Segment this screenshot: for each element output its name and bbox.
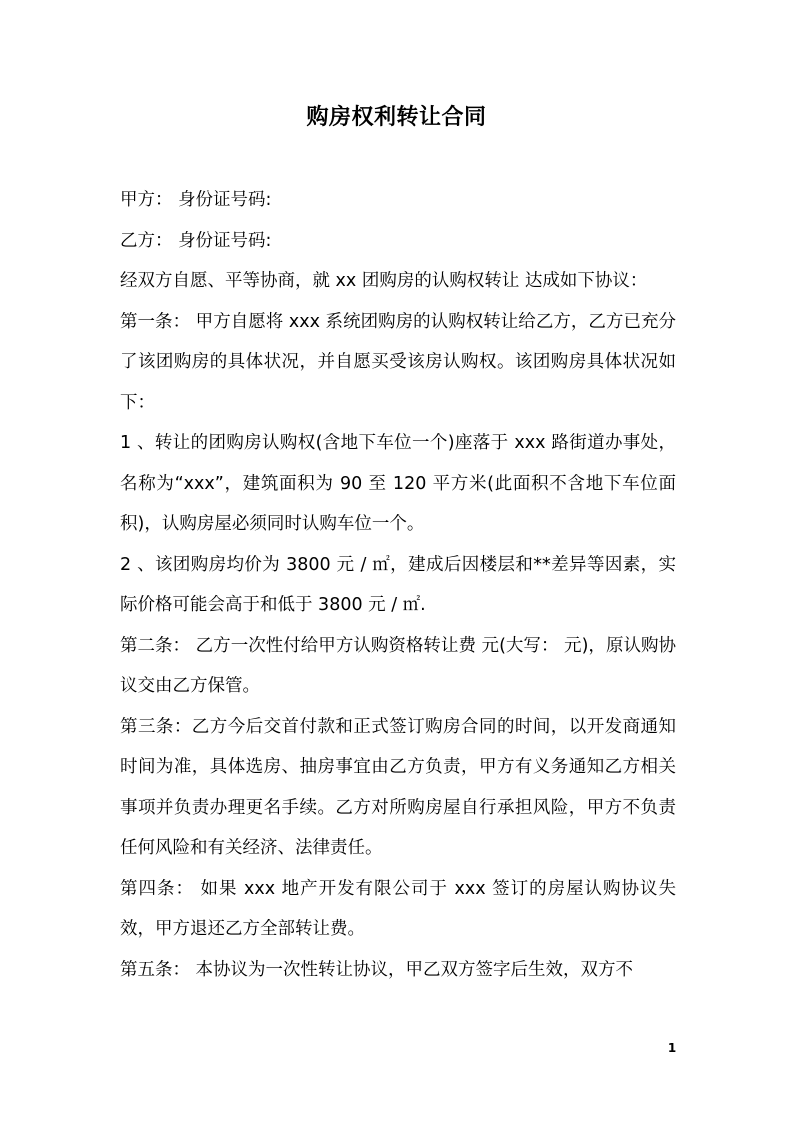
- article-3-paragraph: 第三条：乙方今后交首付款和正式签订购房合同的时间，以开发商通知时间为准，具体选房、抽房事宜由乙方负责，甲方有义务通知乙方相关事项并负责办理更名手续。乙方对所购房屋自行承担风险，甲方不负责任何风险和有关经济、法律责任。: [120, 716, 676, 858]
- article-1-item-1: 1 、转让的团购房认购权(含地下车位一个)座落于 xxx 路街道办事处，名称为“xxx”，建筑面积为 90 至 120 平方米(此面积不含地下车位面积)，认购房屋必须同时认购车位一个。: [120, 433, 676, 534]
- article-5-paragraph: 第五条： 本协议为一次性转让协议，甲乙双方签字后生效，双方不: [120, 959, 634, 980]
- page-title: 购房权利转让合同: [306, 105, 487, 130]
- page-number: 1: [667, 1041, 677, 1055]
- party-b-line: 乙方： 身份证号码:: [120, 230, 272, 251]
- article-1-item-2: 2 、该团购房均价为 3800 元 / ㎡，建成后因楼层和**差异等因素，实际价格可能会高于和低于 3800 元 / ㎡.: [120, 554, 676, 615]
- contract-body: [120, 180, 676, 990]
- party-a-line: 甲方： 身份证号码:: [120, 190, 272, 210]
- article-1-paragraph: 第一条： 甲方自愿将 xxx 系统团购房的认购权转让给乙方，乙方已充分了该团购房的具体状况，并自愿买受该房认购权。该团购房具体状况如下：: [120, 311, 676, 413]
- article-4-paragraph: 第四条： 如果 xxx 地产开发有限公司于 xxx 签订的房屋认购协议失效，甲方退还乙方全部转让费。: [120, 878, 676, 939]
- preamble-paragraph: 经双方自愿、平等协商，就 xx 团购房的认购权转让 达成如下协议：: [120, 271, 648, 291]
- article-2-paragraph: 第二条： 乙方一次性付给甲方认购资格转让费 元(大写： 元)，原认购协议交由乙方保管。: [120, 635, 676, 696]
